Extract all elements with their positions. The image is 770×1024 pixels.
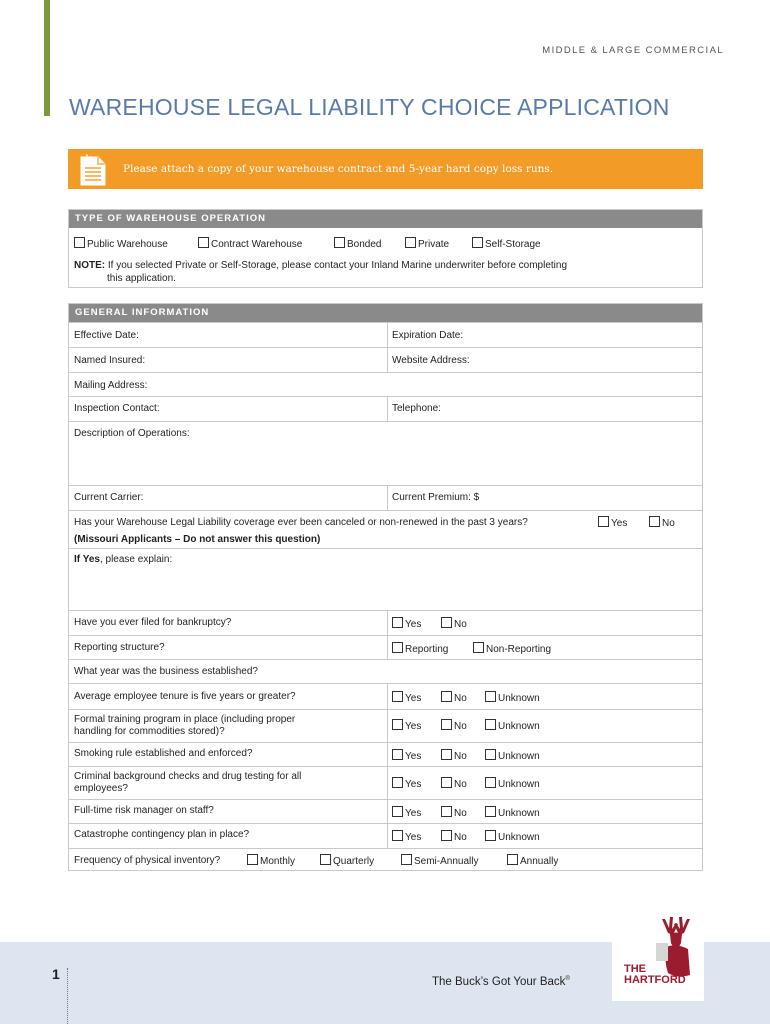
- option-label: Contract Warehouse: [211, 239, 303, 250]
- row-risk-manager: [69, 799, 702, 823]
- divider: [387, 636, 388, 660]
- checkbox-icon[interactable]: [392, 642, 403, 653]
- inventory-question: Frequency of physical inventory?: [74, 855, 221, 866]
- missouri-note: (Missouri Applicants – Do not answer this question): [74, 534, 321, 545]
- option-label: No: [454, 619, 467, 630]
- reporting-question: Reporting structure?: [74, 642, 165, 653]
- row-reporting: [69, 635, 702, 659]
- bankruptcy-yes[interactable]: [392, 617, 421, 630]
- checkbox-icon[interactable]: [485, 830, 496, 841]
- bankruptcy-question: Have you ever filed for bankruptcy?: [74, 617, 232, 628]
- option-label: Unknown: [498, 779, 540, 790]
- checkbox-icon[interactable]: [485, 749, 496, 760]
- criminal-unknown[interactable]: [485, 777, 540, 790]
- bankruptcy-no[interactable]: [441, 617, 467, 630]
- checkbox-icon[interactable]: [472, 237, 483, 248]
- option-label: Yes: [405, 693, 422, 704]
- dotted-divider: [67, 968, 68, 1024]
- row-dates: [69, 322, 702, 347]
- page-number: 1: [52, 966, 60, 982]
- divider: [387, 710, 388, 743]
- checkbox-icon[interactable]: [334, 237, 345, 248]
- if-yes-rest: , please explain:: [99, 554, 173, 565]
- named-insured-field[interactable]: Named Insured:: [74, 355, 146, 366]
- inspection-contact-field[interactable]: Inspection Contact:: [74, 403, 160, 414]
- criminal-question: [74, 771, 301, 795]
- hartford-stag-logo: [612, 913, 704, 1001]
- checkbox-icon[interactable]: [74, 237, 85, 248]
- non-reporting-option[interactable]: [473, 642, 551, 655]
- logo-line: THE: [624, 963, 646, 975]
- divider: [387, 611, 388, 636]
- row-catastrophe: [69, 823, 702, 848]
- option-label: Yes: [405, 779, 422, 790]
- checkbox-icon[interactable]: [485, 777, 496, 788]
- training-yes[interactable]: [392, 719, 421, 732]
- catastrophe-yes[interactable]: [392, 830, 421, 843]
- checkbox-icon[interactable]: [649, 516, 660, 527]
- hartford-wordmark: [624, 964, 686, 986]
- smoking-question: Smoking rule established and enforced?: [74, 748, 253, 759]
- checkbox-icon[interactable]: [441, 691, 452, 702]
- riskmgr-no[interactable]: [441, 806, 467, 819]
- checkbox-icon[interactable]: [392, 617, 403, 628]
- option-label: Non-Reporting: [486, 644, 552, 655]
- row-tenure: [69, 683, 702, 709]
- document-icon: [78, 153, 108, 187]
- tenure-no[interactable]: [441, 691, 467, 704]
- training-question: [74, 714, 295, 738]
- reporting-option[interactable]: [392, 642, 448, 655]
- checkbox-icon[interactable]: [392, 777, 403, 788]
- question-line: handling for commodities stored)?: [74, 726, 225, 737]
- checkbox-icon[interactable]: [598, 516, 609, 527]
- option-label: Yes: [405, 751, 422, 762]
- checkbox-icon[interactable]: [392, 719, 403, 730]
- checkbox-icon[interactable]: [485, 806, 496, 817]
- inventory-semi-annually[interactable]: [401, 854, 478, 867]
- divider: [387, 486, 388, 511]
- option-label: No: [454, 779, 467, 790]
- checkbox-icon[interactable]: [392, 806, 403, 817]
- row-description: [69, 421, 702, 485]
- divider: [387, 323, 388, 348]
- option-label: Monthly: [260, 856, 296, 867]
- checkbox-icon[interactable]: [485, 691, 496, 702]
- attach-message: Please attach a copy of your warehouse contract and 5-year hard copy loss runs.: [123, 163, 554, 175]
- tenure-question: Average employee tenure is five years or greater?: [74, 691, 296, 702]
- page-title: WAREHOUSE LEGAL LIABILITY CHOICE APPLICATION: [69, 94, 670, 120]
- checkbox-icon[interactable]: [198, 237, 209, 248]
- checkbox-icon[interactable]: [441, 719, 452, 730]
- option-label: No: [454, 751, 467, 762]
- option-private[interactable]: [405, 237, 449, 250]
- canceled-yes[interactable]: [598, 516, 627, 529]
- option-label: Yes: [405, 832, 422, 843]
- current-carrier-field[interactable]: Current Carrier:: [74, 492, 144, 503]
- option-contract-warehouse[interactable]: [198, 237, 302, 250]
- row-training: [69, 709, 702, 742]
- row-smoking: [69, 742, 702, 766]
- row-mailing: [69, 372, 702, 396]
- warehouse-note: [74, 259, 684, 285]
- section-heading: TYPE OF WAREHOUSE OPERATION: [69, 210, 702, 228]
- note-text: If you selected Private or Self-Storage, please contact your Inland Marine underwriter before completing: [107, 260, 568, 271]
- question-line: Formal training program in place (including proper: [74, 714, 296, 725]
- year-established-field[interactable]: What year was the business established?: [74, 666, 258, 677]
- option-label: Semi-Annually: [414, 856, 479, 867]
- section-heading: GENERAL INFORMATION: [69, 304, 702, 322]
- checkbox-icon[interactable]: [441, 830, 452, 841]
- riskmgr-yes[interactable]: [392, 806, 421, 819]
- row-canceled: [69, 510, 702, 605]
- option-self-storage[interactable]: [472, 237, 541, 250]
- divider: [387, 767, 388, 800]
- smoking-yes[interactable]: [392, 749, 421, 762]
- note-label: NOTE:: [74, 260, 106, 271]
- expiration-date-field[interactable]: Expiration Date:: [392, 330, 464, 341]
- checkbox-icon[interactable]: [405, 237, 416, 248]
- division-label: MIDDLE & LARGE COMMERCIAL: [542, 45, 724, 56]
- inventory-quarterly[interactable]: [320, 854, 374, 867]
- divider: [387, 743, 388, 767]
- option-label: Public Warehouse: [87, 239, 168, 250]
- row-insured: [69, 347, 702, 372]
- training-unknown[interactable]: [485, 719, 540, 732]
- checkbox-icon[interactable]: [392, 691, 403, 702]
- option-label: Unknown: [498, 751, 540, 762]
- checkbox-icon[interactable]: [247, 854, 258, 865]
- tenure-yes[interactable]: [392, 691, 421, 704]
- option-label: Unknown: [498, 832, 540, 843]
- inventory-monthly[interactable]: [247, 854, 295, 867]
- catastrophe-question: Catastrophe contingency plan in place?: [74, 829, 250, 840]
- mailing-address-field[interactable]: Mailing Address:: [74, 380, 148, 391]
- option-label: Unknown: [498, 721, 540, 732]
- catastrophe-unknown[interactable]: [485, 830, 540, 843]
- option-label: No: [454, 721, 467, 732]
- website-field[interactable]: Website Address:: [392, 355, 470, 366]
- question-line: employees?: [74, 783, 128, 794]
- note-text-continued: this application.: [107, 273, 176, 284]
- divider: [69, 548, 702, 549]
- divider: [387, 397, 388, 422]
- canceled-question: Has your Warehouse Legal Liability coverage ever been canceled or non-renewed in the past 3 years?: [74, 517, 528, 528]
- option-label: No: [454, 693, 467, 704]
- hartford-logo: [612, 913, 704, 1001]
- criminal-yes[interactable]: [392, 777, 421, 790]
- risk-manager-question: Full-time risk manager on staff?: [74, 805, 214, 816]
- tagline: [432, 976, 570, 988]
- option-label: Yes: [405, 808, 422, 819]
- description-field[interactable]: Description of Operations:: [74, 428, 190, 439]
- riskmgr-unknown[interactable]: [485, 806, 540, 819]
- catastrophe-no[interactable]: [441, 830, 467, 843]
- tenure-unknown[interactable]: [485, 691, 540, 704]
- row-contact: [69, 396, 702, 421]
- inventory-annually[interactable]: [507, 854, 558, 867]
- checkbox-icon[interactable]: [401, 854, 412, 865]
- option-label: Yes: [405, 721, 422, 732]
- row-year: [69, 659, 702, 683]
- general-information-section: [68, 303, 703, 871]
- option-label: Self-Storage: [485, 239, 541, 250]
- checkbox-icon[interactable]: [392, 830, 403, 841]
- divider: [387, 684, 388, 710]
- question-line: Criminal background checks and drug testing for all: [74, 771, 302, 782]
- effective-date-field[interactable]: Effective Date:: [74, 330, 139, 341]
- current-premium-field[interactable]: Current Premium: $: [392, 492, 480, 503]
- logo-line: HARTFORD: [624, 974, 686, 986]
- option-label: Yes: [611, 518, 628, 529]
- divider: [387, 348, 388, 373]
- attachment-notice: [68, 149, 703, 189]
- option-label: No: [662, 518, 675, 529]
- option-label: No: [454, 832, 467, 843]
- warehouse-type-section: [68, 209, 703, 288]
- checkbox-icon[interactable]: [441, 617, 452, 628]
- checkbox-icon[interactable]: [507, 854, 518, 865]
- accent-bar: [44, 0, 50, 116]
- option-label: Annually: [520, 856, 559, 867]
- if-yes-bold: If Yes: [74, 554, 100, 565]
- option-label: Private: [418, 239, 450, 250]
- row-inventory: [69, 848, 702, 871]
- registered-mark: ®: [565, 976, 570, 983]
- row-carrier: [69, 485, 702, 510]
- option-bonded[interactable]: [334, 237, 381, 250]
- option-label: Unknown: [498, 693, 540, 704]
- divider: [387, 824, 388, 849]
- option-label: No: [454, 808, 467, 819]
- telephone-field[interactable]: Telephone:: [392, 403, 441, 414]
- checkbox-icon[interactable]: [441, 749, 452, 760]
- row-criminal: [69, 766, 702, 799]
- option-label: Reporting: [405, 644, 449, 655]
- smoking-no[interactable]: [441, 749, 467, 762]
- row-bankruptcy: [69, 610, 702, 635]
- option-label: Quarterly: [333, 856, 375, 867]
- divider: [387, 800, 388, 824]
- if-yes-explain-field[interactable]: [74, 554, 172, 565]
- option-public-warehouse[interactable]: [74, 237, 168, 250]
- checkbox-icon[interactable]: [473, 642, 484, 653]
- checkbox-icon[interactable]: [441, 777, 452, 788]
- option-label: Yes: [405, 619, 422, 630]
- checkbox-icon[interactable]: [320, 854, 331, 865]
- canceled-no[interactable]: [649, 516, 675, 529]
- checkbox-icon[interactable]: [392, 749, 403, 760]
- checkbox-icon[interactable]: [485, 719, 496, 730]
- criminal-no[interactable]: [441, 777, 467, 790]
- option-label: Bonded: [347, 239, 382, 250]
- option-label: Unknown: [498, 808, 540, 819]
- tagline-text: The Buck’s Got Your Back: [432, 976, 566, 988]
- smoking-unknown[interactable]: [485, 749, 540, 762]
- checkbox-icon[interactable]: [441, 806, 452, 817]
- training-no[interactable]: [441, 719, 467, 732]
